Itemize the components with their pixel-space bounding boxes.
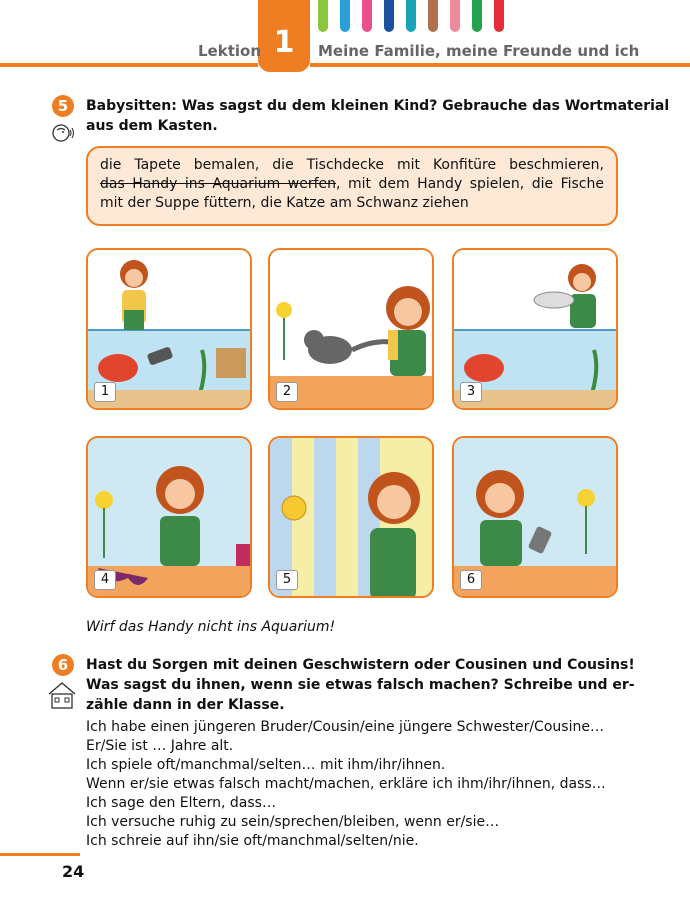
picture-number-3: 3 [460, 382, 482, 402]
picture-number-1: 1 [94, 382, 116, 402]
color-pencil [340, 0, 350, 32]
word-box-line-1: die Tapete bemalen, die Tischdecke mit Konfitüre beschmieren, [100, 157, 604, 173]
task-5-instruction-line-2: aus dem Kasten. [86, 118, 218, 134]
color-pencil [318, 0, 328, 32]
speaking-head-icon [50, 122, 76, 148]
picture-6 [452, 436, 618, 598]
word-box-line-2-rest: , mit dem Handy spielen, die Fische [336, 176, 604, 192]
task-6-number: 6 [52, 654, 74, 676]
footer-rule [0, 853, 80, 856]
page-number: 24 [62, 862, 85, 881]
sentence-5: Ich sage den Eltern, dass… [86, 795, 276, 811]
header-rule-left [0, 63, 258, 67]
color-pencil [472, 0, 482, 32]
color-pencil [450, 0, 460, 32]
picture-number-2: 2 [276, 382, 298, 402]
sentence-1: Ich habe einen jüngeren Bruder/Cousin/eine jüngere Schwester/Cousine… [86, 719, 604, 735]
word-box [86, 146, 618, 226]
house-icon [46, 680, 78, 714]
picture-number-4: 4 [94, 570, 116, 590]
color-pencil [406, 0, 416, 32]
lesson-label: Lektion [198, 42, 262, 60]
sentence-3: Ich spiele oft/manchmal/selten… mit ihm/ihr/ihnen. [86, 757, 446, 773]
color-pencil [384, 0, 394, 32]
example-sentence: Wirf das Handy nicht ins Aquarium! [86, 619, 336, 635]
picture-3 [452, 248, 618, 410]
lesson-number-tab: 1 [258, 0, 310, 72]
task-6-instruction-line-3: zähle dann in der Klasse. [86, 697, 285, 713]
sentence-6: Ich versuche ruhig zu sein/sprechen/bleiben, wenn er/sie… [86, 814, 500, 830]
picture-number-5: 5 [276, 570, 298, 590]
color-pencil [428, 0, 438, 32]
task-6-instruction-line-2: Was sagst du ihnen, wenn sie etwas falsch machen? Schreibe und er- [86, 677, 635, 693]
lesson-title: Meine Familie, meine Freunde und ich [318, 42, 640, 60]
picture-number-6: 6 [460, 570, 482, 590]
task-6-instruction-line-1: Hast du Sorgen mit deinen Geschwistern oder Cousinen und Cousins! [86, 657, 635, 673]
sentence-4: Wenn er/sie etwas falsch macht/machen, erkläre ich ihm/ihr/ihnen, dass… [86, 776, 606, 792]
sentence-2: Er/Sie ist … Jahre alt. [86, 738, 234, 754]
picture-2 [268, 248, 434, 410]
struck-phrase: das Handy ins Aquarium werfen [100, 176, 336, 192]
picture-1 [86, 248, 252, 410]
color-pencil [494, 0, 504, 32]
word-box-line-2 [100, 175, 604, 194]
word-box-line-3: mit der Suppe füttern, die Katze am Schwanz ziehen [100, 195, 469, 211]
picture-4 [86, 436, 252, 598]
picture-5 [268, 436, 434, 598]
color-pencil [362, 0, 372, 32]
task-5-number: 5 [52, 95, 74, 117]
task-5-instruction-line-1: Babysitten: Was sagst du dem kleinen Kind? Gebrauche das Wortmaterial [86, 98, 670, 114]
header-rule-right [310, 63, 690, 67]
sentence-7: Ich schreie auf ihn/sie oft/manchmal/selten/nie. [86, 833, 419, 849]
